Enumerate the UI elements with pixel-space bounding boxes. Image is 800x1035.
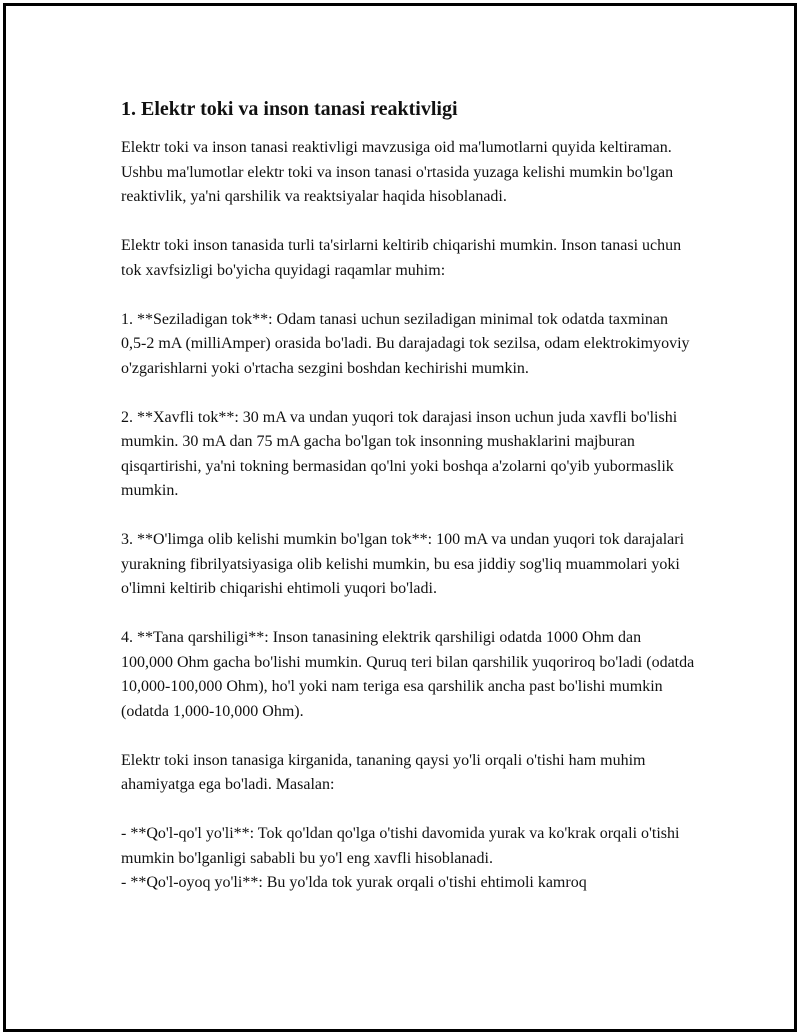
paragraph-effects: Elektr toki inson tanasida turli ta'sirlarni keltirib chiqarishi mumkin. Inson tanasi uchun tok xavfsizligi bo'yicha quyidagi raqamlar muhim: bbox=[121, 237, 682, 279]
paragraph-body-resistance: 4. **Tana qarshiligi**: Inson tanasining elektrik qarshiligi odatda 1000 Ohm dan 100,000 Ohm gacha bo'lishi mumkin. Quruq teri bilan qarshilik yuqoriroq bo'ladi (odatda 10,000-100,000 Ohm), ho'l yoki nam teriga esa qarshilik ancha past bo'lishi mumkin (odatda 1,000-10,000 Ohm). bbox=[121, 629, 695, 720]
document-title: 1. Elektr toki va inson tanasi reaktivligi bbox=[121, 98, 458, 120]
paragraph-perceptible-current: 1. **Seziladigan tok**: Odam tanasi uchun seziladigan minimal tok odatda taxminan 0,5-2 mA (milliAmper) orasida bo'ladi. Bu darajadagi tok sezilsa, odam elektrokimyoviy o'zgarishlarni yoki o'rtacha sezgini boshdan kechirishi mumkin. bbox=[121, 310, 690, 377]
list-item: - **Qo'l-qo'l yo'li**: Tok qo'ldan qo'lga o'tishi davomida yurak va ko'krak orqali o'tishi mumkin bo'lganligi sababli bu yo'l eng xavfli hisoblanadi. bbox=[121, 825, 680, 867]
current-path-list bbox=[121, 822, 696, 896]
page-frame bbox=[3, 3, 797, 1032]
paragraph-dangerous-current: 2. **Xavfli tok**: 30 mA va undan yuqori tok darajasi inson uchun juda xavfli bo'lishi mumkin. 30 mA dan 75 mA gacha bo'lgan tok insonning mushaklarini majburan qisqartirishi, ya'ni tokning bermasidan qo'lni yoki boshqa a'zolarni qo'yib yubormaslik mumkin. bbox=[121, 408, 678, 499]
list-item: - **Qo'l-oyoq yo'li**: Bu yo'lda tok yurak orqali o'tishi ehtimoli kamroq bbox=[121, 874, 587, 891]
paragraph-intro: Elektr toki va inson tanasi reaktivligi mavzusiga oid ma'lumotlarni quyida keltiraman. Ushbu ma'lumotlar elektr toki va inson tanasi o'rtasida yuzaga kelishi mumkin bo'lgan reaktivlik, ya'ni qarshilik va reaktsiyalar haqida hisoblanadi. bbox=[121, 139, 674, 205]
paragraph-lethal-current: 3. **O'limga olib kelishi mumkin bo'lgan tok**: 100 mA va undan yuqori tok darajalari yurakning fibrilyatsiyasiga olib kelishi mumkin, bu esa jiddiy sog'liq muammolari yoki o'limni keltirib chiqarishi ehtimoli yuqori bo'ladi. bbox=[121, 531, 685, 597]
paragraph-current-path: Elektr toki inson tanasiga kirganida, tananing qaysi yo'li orqali o'tishi ham muhim ahamiyatga ega bo'ladi. Masalan: bbox=[121, 751, 646, 793]
document-body bbox=[121, 96, 696, 896]
